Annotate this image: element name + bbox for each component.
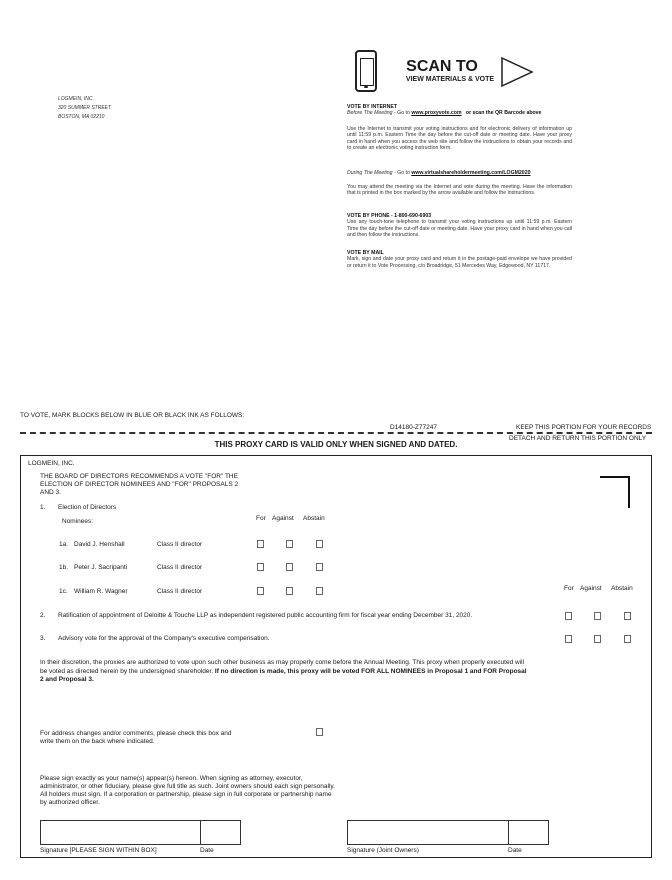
control-number: D14180-Z77247	[390, 424, 437, 431]
internet-section	[347, 104, 572, 117]
virtual-meeting-link[interactable]: www.virtualshareholdermeeting.com/LOGM2020	[411, 170, 531, 176]
qr-note: or scan the QR Barcode above	[465, 110, 542, 117]
valid-notice: THIS PROXY CARD IS VALID ONLY WHEN SIGNED AND DATED.	[214, 440, 458, 449]
checkbox-2-against[interactable]	[594, 612, 601, 620]
proposal-2-number: 2.	[40, 612, 46, 619]
signing-instructions: Please sign exactly as your name(s) appear(s) hereon. When signing as attorney, executor, administrator, or other fiduciary, please give full title as such. Joint owners should each sign personally. All holders must sign. If a corporation or partnership, please sign in full corporate or partnership name by authorized officer.	[40, 775, 335, 806]
col-for-right: For	[564, 585, 574, 592]
col-abstain: Abstain	[303, 515, 325, 522]
board-recommendation: THE BOARD OF DIRECTORS RECOMMENDS A VOTE "FOR" THE ELECTION OF DIRECTOR NOMINEES AND "FOR" PROPOSALS 2 AND 3.	[40, 473, 239, 496]
corner-mark	[600, 476, 630, 508]
phone-body: Use any touch-tone telephone to transmit your voting instructions up until 11:59 p.m. Eastern Time the day before the cut-off date or meeting date. Have your proxy card in hand when you call and then follow the instructions.	[347, 219, 572, 239]
address-street: 320 SUMMER STREET	[58, 105, 112, 111]
checkbox-3-for[interactable]	[565, 635, 572, 643]
checkbox-2-for[interactable]	[565, 612, 572, 620]
proposal-1-number: 1.	[40, 504, 46, 511]
joint-signature-label: Signature (Joint Owners)	[347, 847, 419, 854]
during-meeting-label: During The Meeting	[347, 170, 393, 176]
during-meeting-go: - Go to	[392, 170, 412, 176]
nominee-name: Peter J. Sacripanti	[74, 564, 128, 571]
nominee-number: 1b.	[59, 564, 69, 571]
proposal-2-text: Ratification of appointment of Deloitte & Touche LLP as independent registered public accounting firm for fiscal year ending December 31, 2020.	[58, 612, 473, 619]
joint-date-label: Date	[508, 847, 522, 854]
checkbox-3-against[interactable]	[594, 635, 601, 643]
checkbox-1b-abstain[interactable]	[316, 563, 323, 571]
signature-label: Signature [PLEASE SIGN WITHIN BOX]	[40, 847, 157, 854]
checkbox-3-abstain[interactable]	[624, 635, 631, 643]
during-meeting-body: You may attend the meeting via the Internet and vote during the meeting. Have the information that is printed in the box marked by the arrow available and follow the instructions.	[347, 184, 572, 197]
triangle-arrow-icon	[500, 56, 534, 88]
proposal-3-text: Advisory vote for the approval of the Company's executive compensation.	[58, 635, 270, 642]
col-for: For	[256, 515, 266, 522]
nominee-name: David J. Henshall	[74, 541, 125, 548]
card-company: LOGMEIN, INC.	[28, 460, 75, 467]
nominee-class: Class II director	[157, 541, 203, 548]
internet-body: Use the Internet to transmit your voting instructions and for electronic delivery of information up until 11:59 p.m. Eastern Time the day before the cut-off date or meeting date. Have your proxy card in hand when you access the web site and follow the instructions to obtain your records and to create an electronic voting instruction form.	[347, 126, 572, 152]
before-meeting-go: - Go to	[392, 110, 412, 117]
nominee-class: Class II director	[157, 588, 203, 595]
internet-heading: VOTE BY INTERNET	[347, 104, 398, 110]
mail-heading: VOTE BY MAIL	[347, 250, 384, 256]
joint-signature-box[interactable]	[347, 820, 509, 845]
checkbox-1a-against[interactable]	[286, 540, 293, 548]
before-meeting-label: Before The Meeting	[347, 110, 393, 117]
nominee-number: 1a.	[59, 541, 69, 548]
smartphone-icon	[355, 50, 377, 92]
mail-body: Mark, sign and date your proxy card and return it in the postage-paid envelope we have provided or return it to Vote Processing, c/o Broadridge, 51 Mercedes Way, Edgewood, NY 11717.	[347, 256, 572, 269]
checkbox-1a-for[interactable]	[257, 540, 264, 548]
col-against-right: Against	[580, 585, 602, 592]
proposal-1-title: Election of Directors	[58, 504, 117, 511]
detach-text: DETACH AND RETURN THIS PORTION ONLY	[509, 435, 647, 442]
date-box[interactable]	[200, 820, 241, 845]
nominee-name: William R. Wagner	[74, 588, 128, 595]
company-address	[58, 95, 111, 122]
checkbox-address-change[interactable]	[316, 728, 323, 736]
checkbox-1b-against[interactable]	[286, 563, 293, 571]
checkbox-1c-for[interactable]	[257, 587, 264, 595]
scan-title: SCAN TO	[406, 58, 478, 75]
signature-box[interactable]	[40, 820, 201, 845]
joint-date-box[interactable]	[508, 820, 549, 845]
date-label: Date	[200, 847, 214, 854]
mail-section	[347, 250, 572, 269]
proposal-3-number: 3.	[40, 635, 46, 642]
mark-instructions: TO VOTE, MARK BLOCKS BELOW IN BLUE OR BLACK INK AS FOLLOWS:	[20, 412, 245, 419]
checkbox-1b-for[interactable]	[257, 563, 264, 571]
phone-heading: VOTE BY PHONE - 1-800-690-6903	[347, 213, 432, 219]
during-meeting-line	[347, 170, 572, 176]
nominee-number: 1c.	[59, 588, 68, 595]
checkbox-1c-against[interactable]	[286, 587, 293, 595]
address-change-text: For address changes and/or comments, please check this box and write them on the back where indicated.	[40, 730, 232, 745]
checkbox-2-abstain[interactable]	[624, 612, 631, 620]
col-against: Against	[272, 515, 294, 522]
scan-subtitle: VIEW MATERIALS & VOTE	[405, 76, 495, 83]
nominees-label: Nominees:	[62, 518, 94, 525]
nominee-class: Class II director	[157, 564, 203, 571]
proxyvote-link[interactable]: www.proxyvote.com	[411, 110, 462, 117]
phone-section	[347, 213, 572, 239]
discretion-bold-text: If no direction is made, this proxy will be voted FOR ALL NOMINEES in Proposal 1 and FOR Proposal 2 and Proposal 3.	[40, 667, 527, 683]
address-name: LOGMEIN, INC.	[58, 96, 94, 102]
keep-portion-text: KEEP THIS PORTION FOR YOUR RECORDS	[516, 424, 652, 431]
address-city: BOSTON, MA 02210	[58, 114, 105, 120]
col-abstain-right: Abstain	[611, 585, 633, 592]
checkbox-1a-abstain[interactable]	[316, 540, 323, 548]
checkbox-1c-abstain[interactable]	[316, 587, 323, 595]
discretion-text: In their discretion, the proxies are authorized to vote upon such other business as may properly come before the Annual Meeting. This proxy when properly executed will be voted as directed herein by the undersigned shareholder.	[40, 659, 525, 675]
discretion-paragraph	[40, 659, 530, 685]
detach-line	[20, 432, 652, 434]
